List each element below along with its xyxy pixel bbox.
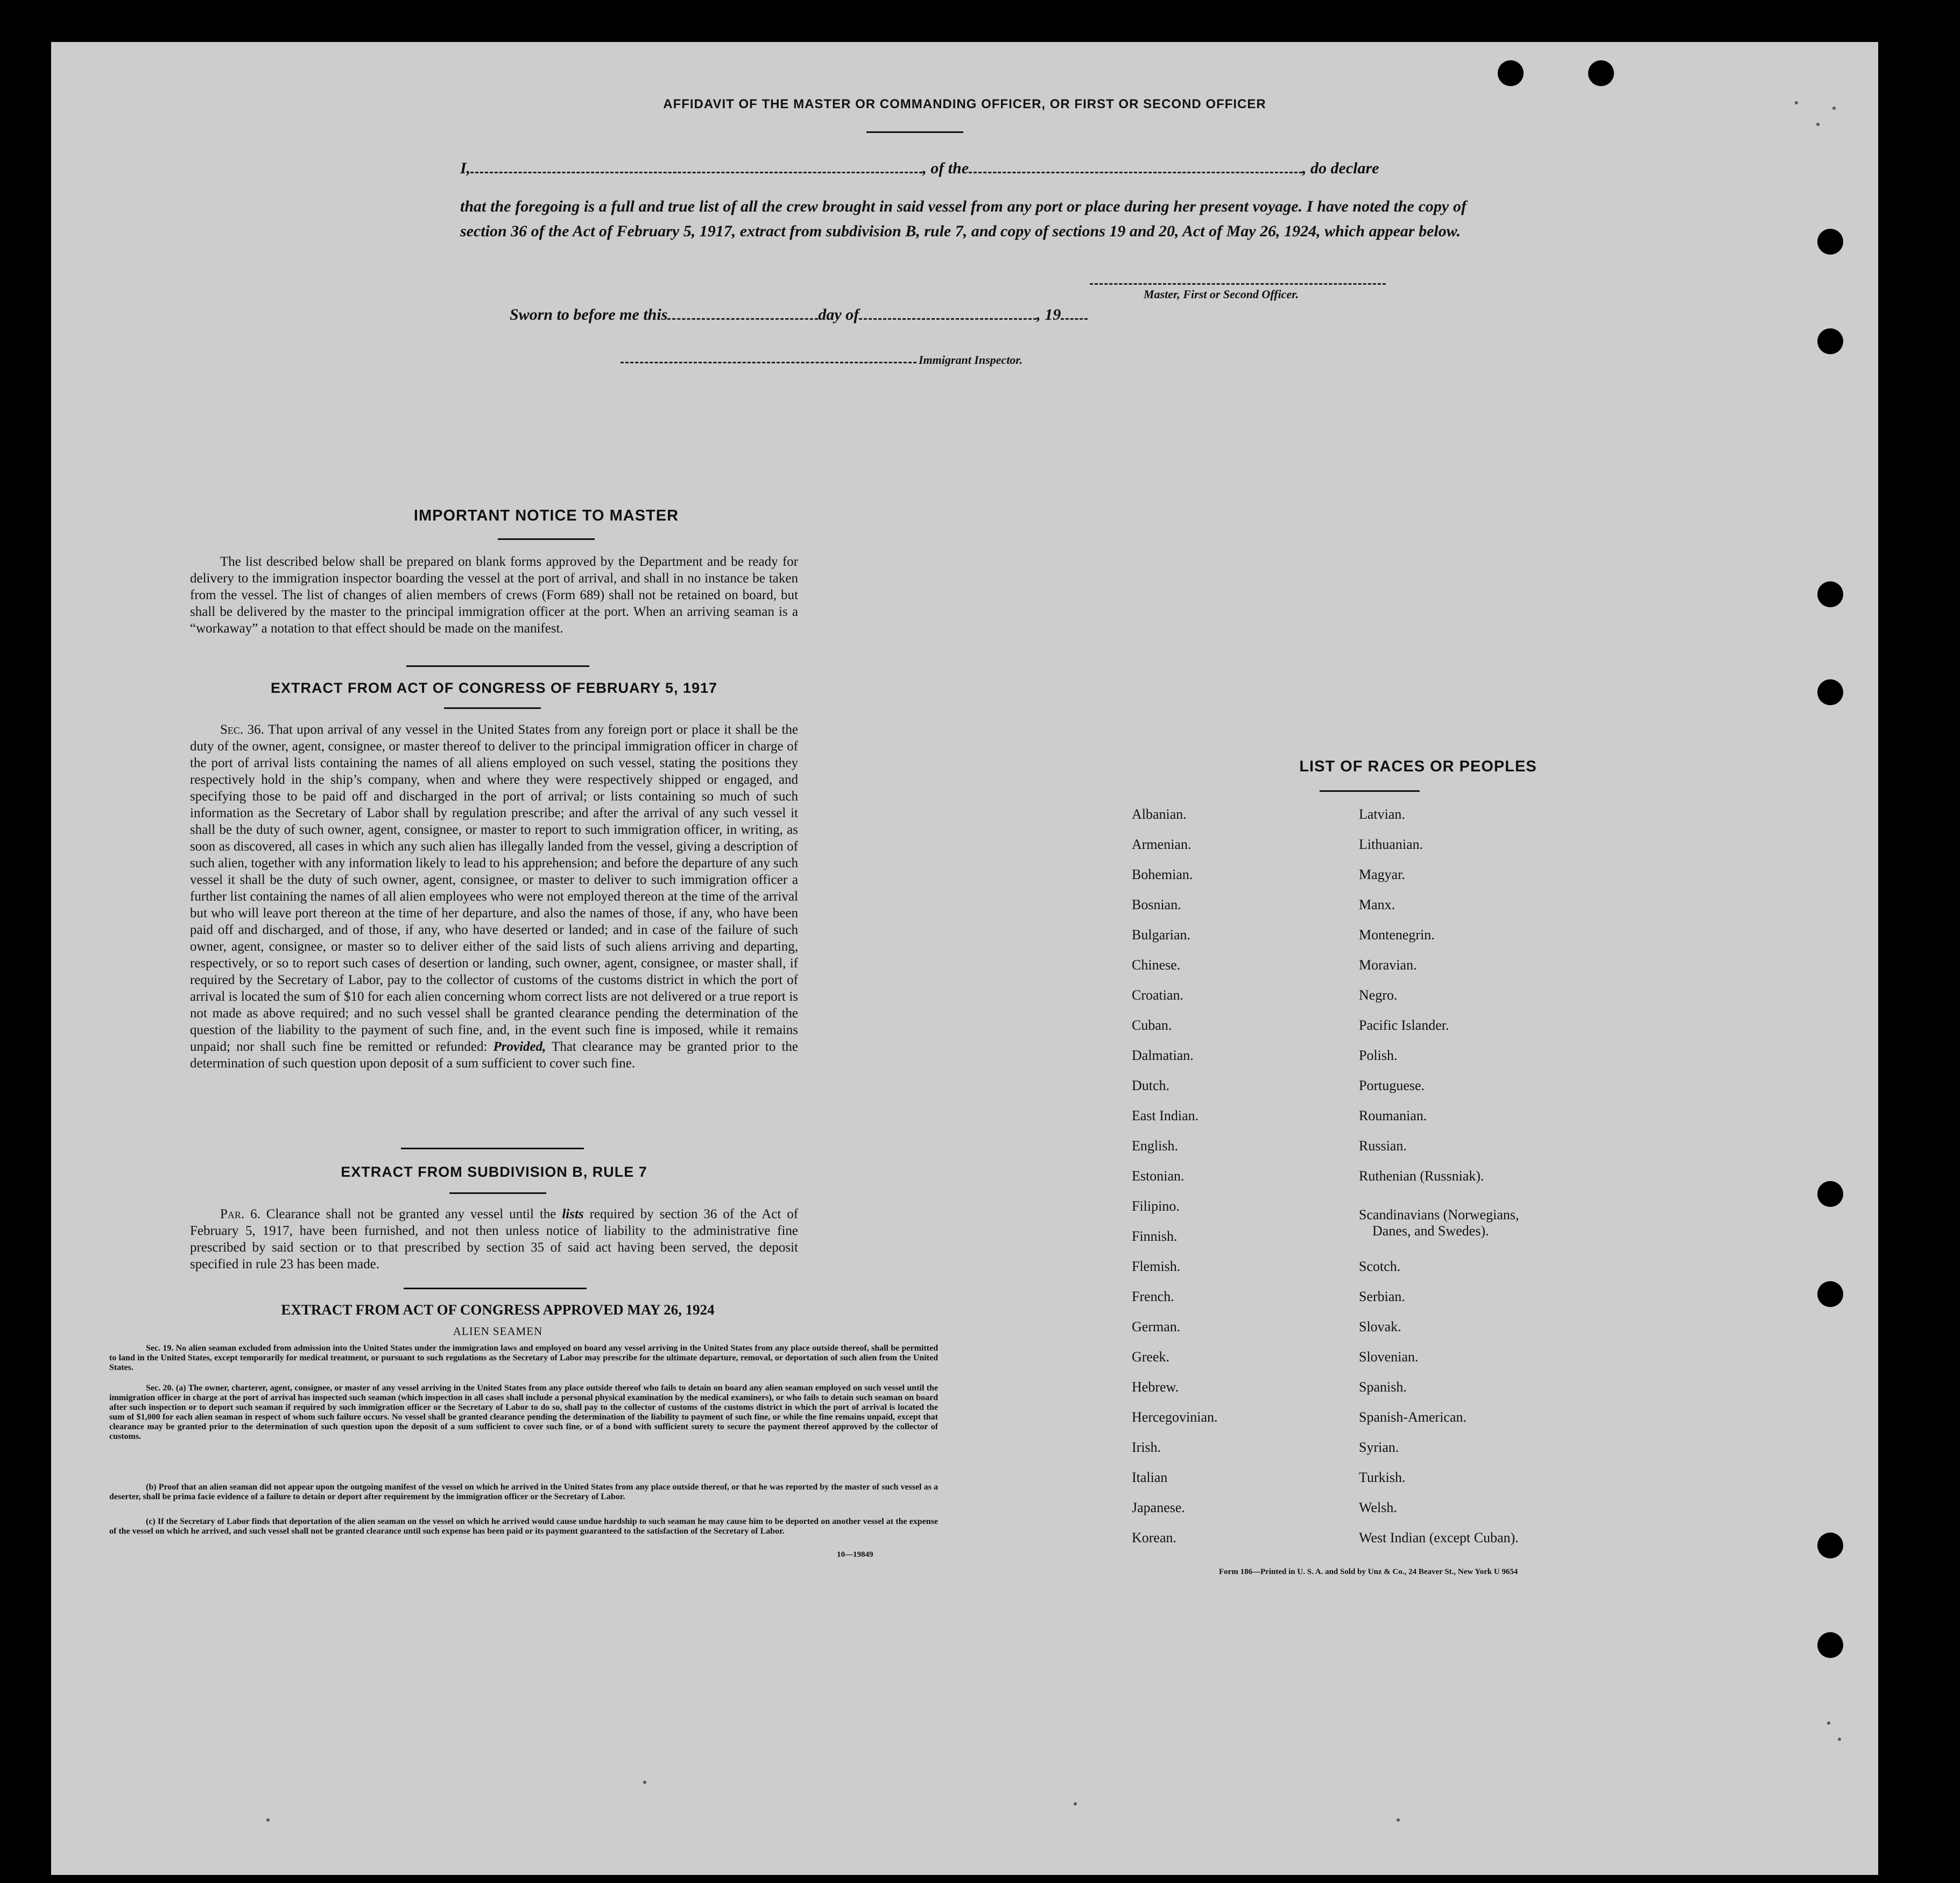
sec-20a-text: Sec. 20. (a) The owner, charterer, agent, consignee, or master of any vessel arriving in the United States from any place outside thereof who fails to detain on board any alien seaman employed on such vessel until the immigration officer in charge at the port of arrival has inspected such seaman (which inspection in all cases shall include a personal physical examination by the medical examiners), or who fails to detain such seaman on board after such inspection or to deport such seaman if required by such immigration officer or the Secretary of Labor to do so, shall pay to the collector of customs of the customs district in which the port of arrival is located the sum of $1,000 for each alien seaman in respect of whom such failure occurs. No vessel shall be granted clearance pending the determination of the liability to payment of such fine, or while the fine remains unpaid, except that clearance may be granted prior to the determination of such question upon the deposit of a sum sufficient to cover such fine, or of a bond with sufficient surety to secure the payment thereof approved by the collector of customs. (109, 1383, 938, 1441)
race-left-item: East Indian. (1132, 1108, 1199, 1123)
race-right-item: Polish. (1359, 1048, 1398, 1063)
punch-hole-icon (1817, 1181, 1843, 1207)
race-right-item: Magyar. (1359, 867, 1405, 882)
extract-1924-heading: EXTRACT FROM ACT OF CONGRESS APPROVED MAY 26, 1924 (281, 1302, 715, 1318)
race-right-item: Slovenian. (1359, 1349, 1419, 1365)
of-the-label: , of the (922, 159, 969, 177)
signature-line[interactable] (1090, 283, 1386, 285)
alien-seamen-subheading: ALIEN SEAMEN (453, 1325, 543, 1338)
punch-hole-icon (1817, 679, 1843, 705)
year-label: , 19 (1037, 306, 1061, 324)
race-left-item: Armenian. (1132, 837, 1191, 852)
speck (643, 1781, 646, 1784)
extract-rule7-heading: EXTRACT FROM SUBDIVISION B, RULE 7 (341, 1164, 647, 1180)
race-right-item: Slovak. (1359, 1319, 1401, 1334)
race-left-item: Croatian. (1132, 987, 1184, 1003)
punch-hole-icon (1817, 581, 1843, 607)
provided-label: Provided, (493, 1039, 546, 1054)
race-left-item: Hebrew. (1132, 1379, 1179, 1395)
do-declare-label: , do declare (1302, 159, 1379, 177)
race-right-item: Spanish-American. (1359, 1409, 1467, 1425)
name-field[interactable] (470, 160, 922, 173)
race-left-item: Dutch. (1132, 1078, 1170, 1093)
speck (1074, 1802, 1077, 1805)
notice-heading: IMPORTANT NOTICE TO MASTER (413, 507, 679, 524)
race-right-item: Pacific Islander. (1359, 1017, 1449, 1033)
punch-hole-icon (1817, 1281, 1843, 1307)
race-left-item: Greek. (1132, 1349, 1170, 1365)
vessel-field[interactable] (969, 160, 1302, 173)
rule7-body-a: Clearance shall not be granted any vessel until the (266, 1207, 556, 1221)
race-left-item: Dalmatian. (1132, 1048, 1194, 1063)
race-left-item: German. (1132, 1319, 1181, 1334)
sworn-label: Sworn to before me this (510, 306, 668, 324)
speck (1838, 1738, 1841, 1741)
race-right-item: Negro. (1359, 987, 1398, 1003)
sec-20c-text: (c) If the Secretary of Labor finds that deportation of the alien seaman on the vessel on which he arrived would cause undue hardship to such seaman he may cause him to be deported on another vessel at the expense of the vessel on which he arrived, and such vessel shall not be granted clearance until such expense has been paid or its payment guaranteed to the satisfaction of the Secretary of Labor. (109, 1517, 938, 1536)
race-left-item: Hercegovinian. (1132, 1409, 1218, 1425)
race-right-item: Welsh. (1359, 1500, 1397, 1515)
inspector-caption: Immigrant Inspector. (919, 353, 1023, 367)
sec-36-label: Sec. 36. (220, 722, 264, 737)
race-left-item: Estonian. (1132, 1168, 1185, 1184)
speck (266, 1818, 270, 1822)
divider (404, 1288, 587, 1289)
race-left-item: Japanese. (1132, 1500, 1185, 1515)
race-right-item: Montenegrin. (1359, 927, 1435, 943)
race-left-item: Bulgarian. (1132, 927, 1191, 943)
sec-20b-text: (b) Proof that an alien seaman did not appear upon the outgoing manifest of the vessel on which he arrived in the United States from any place outside thereof, or that he was reported by the master of such vessel as a deserter, shall be prima facie evidence of a failure to detain or deport after requirement by the immigration officer or the Secretary of Labor. (109, 1482, 938, 1501)
inspector-signature-line[interactable] (621, 362, 916, 363)
race-right-item: Ruthenian (Russniak). (1359, 1168, 1484, 1184)
provided-text: That clearance may be granted prior to the determination of such question upon deposit of a sum sufficient to cover such fine. (190, 1039, 798, 1071)
divider (406, 665, 589, 667)
race-left-item: Finnish. (1132, 1228, 1178, 1244)
race-right-item: Danes, and Swedes). (1372, 1223, 1489, 1239)
race-left-item: French. (1132, 1289, 1174, 1304)
punch-hole-icon (1817, 1533, 1843, 1558)
punch-hole-icon (1588, 60, 1614, 86)
day-of-label: day of (818, 306, 859, 324)
rule7-text (190, 1206, 798, 1273)
race-left-item: Korean. (1132, 1530, 1177, 1545)
race-right-item: Russian. (1359, 1138, 1407, 1154)
race-left-item: Irish. (1132, 1439, 1161, 1455)
par-6-label: Par. 6. (220, 1207, 260, 1221)
rule7-body-b: required by section 36 of the Act of February 5, 1917, have been furnished, and not then unless notice of liability to the administrative fine prescribed by said section or to that prescribed by section 35 of said act having been served, the deposit specified in rule 23 has been made. (190, 1207, 799, 1271)
race-right-item: Roumanian. (1359, 1108, 1427, 1123)
speck (1816, 123, 1820, 126)
punch-hole-icon (1817, 328, 1843, 354)
affidavit-title: AFFIDAVIT OF THE MASTER OR COMMANDING OFFICER, OR FIRST OR SECOND OFFICER (663, 97, 1266, 111)
form-print-line: Form 186—Printed in U. S. A. and Sold by Unz & Co., 24 Beaver St., New York U 9654 (1219, 1568, 1518, 1576)
divider (444, 707, 541, 709)
form-page (51, 42, 1878, 1875)
race-left-item: Chinese. (1132, 957, 1181, 973)
i-label: I, (460, 159, 471, 177)
race-left-item: Italian (1132, 1470, 1168, 1485)
race-right-item: Serbian. (1359, 1289, 1405, 1304)
extract-1917-heading: EXTRACT FROM ACT OF CONGRESS OF FEBRUARY 5, 1917 (270, 680, 718, 696)
races-heading: LIST OF RACES OR PEOPLES (1299, 758, 1537, 775)
race-left-item: English. (1132, 1138, 1178, 1154)
print-code: 10—19849 (837, 1550, 873, 1559)
race-left-item: Flemish. (1132, 1259, 1181, 1274)
sworn-month-field[interactable] (859, 306, 1037, 320)
divider (498, 538, 595, 540)
sec-36-body: That upon arrival of any vessel in the United States from any foreign port or place it shall be the duty of the owner, agent, consignee, or master thereof to deliver to the principal immigration officer in charge of the port of arrival lists containing the names of all aliens employed on such vessel, stating the positions they respectively hold in the ship’s company, when and where they were respectively shipped or engaged, and specifying those to be paid off and discharged in the port of arrival; or lists containing so much of such information as the Secretary of Labor shall by regulation prescribe; and after the arrival of any such vessel it shall be the duty of such owner, agent, consignee, or master to report to such immigration officer, in writing, as soon as discovered, all cases in which any such alien has illegally landed from the vessel, giving a description of such alien, together with any information likely to lead to his apprehension; and before the departure of any such vessel it shall be the duty of such owner, agent, consignee, or master to deliver to such immigration officer a further list containing the names of all alien employees who were not employed thereon at the time of the arrival but who will leave port thereon at the time of her departure, and also the names of those, if any, who have been paid off and discharged, and of those, if any, who have deserted or landed; and in case of the failure of such owner, agent, consignee, or master so to deliver either of the said lists of such aliens arriving and departing, respectively, or so to report such cases of desertion or landing, such owner, agent, consignee, or master shall, if required by the Secretary of Labor, pay to the collector of customs of the customs district in which the port of arrival is located the sum of $10 for each alien concerning whom correct lists are not delivered or a true report is not made as above required; and no such vessel shall be granted clearance pending the determination of the question of the liability to the payment of such fine, and, in the event such fine is imposed, while it remains unpaid; nor shall such fine be remitted or refunded: (190, 722, 799, 1054)
speck (1827, 1722, 1830, 1725)
race-right-item: Spanish. (1359, 1379, 1407, 1395)
sworn-year-field[interactable] (1061, 306, 1088, 320)
race-right-item: Latvian. (1359, 806, 1405, 822)
race-right-item: Lithuanian. (1359, 837, 1423, 852)
race-left-item: Albanian. (1132, 806, 1187, 822)
punch-hole-icon (1817, 229, 1843, 255)
divider (401, 1148, 584, 1149)
race-right-item: Scandinavians (Norwegians, (1359, 1207, 1519, 1222)
section-36-text (190, 721, 798, 1072)
sworn-line (510, 306, 1088, 324)
lists-word: lists (562, 1207, 584, 1221)
race-right-item: West Indian (except Cuban). (1359, 1530, 1519, 1545)
race-right-item: Moravian. (1359, 957, 1417, 973)
race-right-item: Turkish. (1359, 1470, 1406, 1485)
notice-text: The list described below shall be prepared on blank forms approved by the Department and be ready for delivery to the immigration inspector boarding the vessel at the port of arrival, and shall in no instance be taken from the vessel. The list of changes of alien members of crews (Form 689) shall not be retained on board, but shall be delivered by the master to the principal immigration officer at the port. When an arriving seaman is a “workaway” a notation to that effect should be made on the manifest. (190, 554, 798, 636)
declaration-text: that the foregoing is a full and true list of all the crew brought in said vessel from any port or place during her present voyage. I have noted the copy of section 36 of the Act of February 5, 1917, extract from subdivision B, rule 7, and copy of sections 19 and 20, Act of May 26, 1924, which appear below. (460, 198, 1467, 240)
divider (866, 131, 963, 133)
race-left-item: Filipino. (1132, 1198, 1180, 1214)
divider (1320, 790, 1420, 792)
race-left-item: Cuban. (1132, 1017, 1172, 1033)
signature-caption: Master, First or Second Officer. (1144, 287, 1299, 301)
sworn-day-field[interactable] (667, 306, 818, 320)
race-right-item: Scotch. (1359, 1259, 1401, 1274)
race-right-item: Syrian. (1359, 1439, 1399, 1455)
race-left-item: Bosnian. (1132, 897, 1181, 912)
sec-19-text: Sec. 19. No alien seaman excluded from admission into the United States under the immigration laws and employed on board any vessel arriving in the United States from any place outside thereof, shall be permitted to land in the United States, except temporarily for medical treatment, or pursuant to such regulations as the Secretary of Labor may prescribe for the ultimate departure, removal, or deportation of such alien from the United States. (109, 1344, 938, 1372)
speck (1397, 1818, 1400, 1822)
punch-hole-icon (1817, 1632, 1843, 1658)
divider (449, 1192, 546, 1194)
race-right-item: Manx. (1359, 897, 1395, 912)
declaration-line (460, 159, 1472, 178)
race-left-item: Bohemian. (1132, 867, 1193, 882)
race-right-item: Portuguese. (1359, 1078, 1425, 1093)
punch-hole-icon (1498, 60, 1524, 86)
